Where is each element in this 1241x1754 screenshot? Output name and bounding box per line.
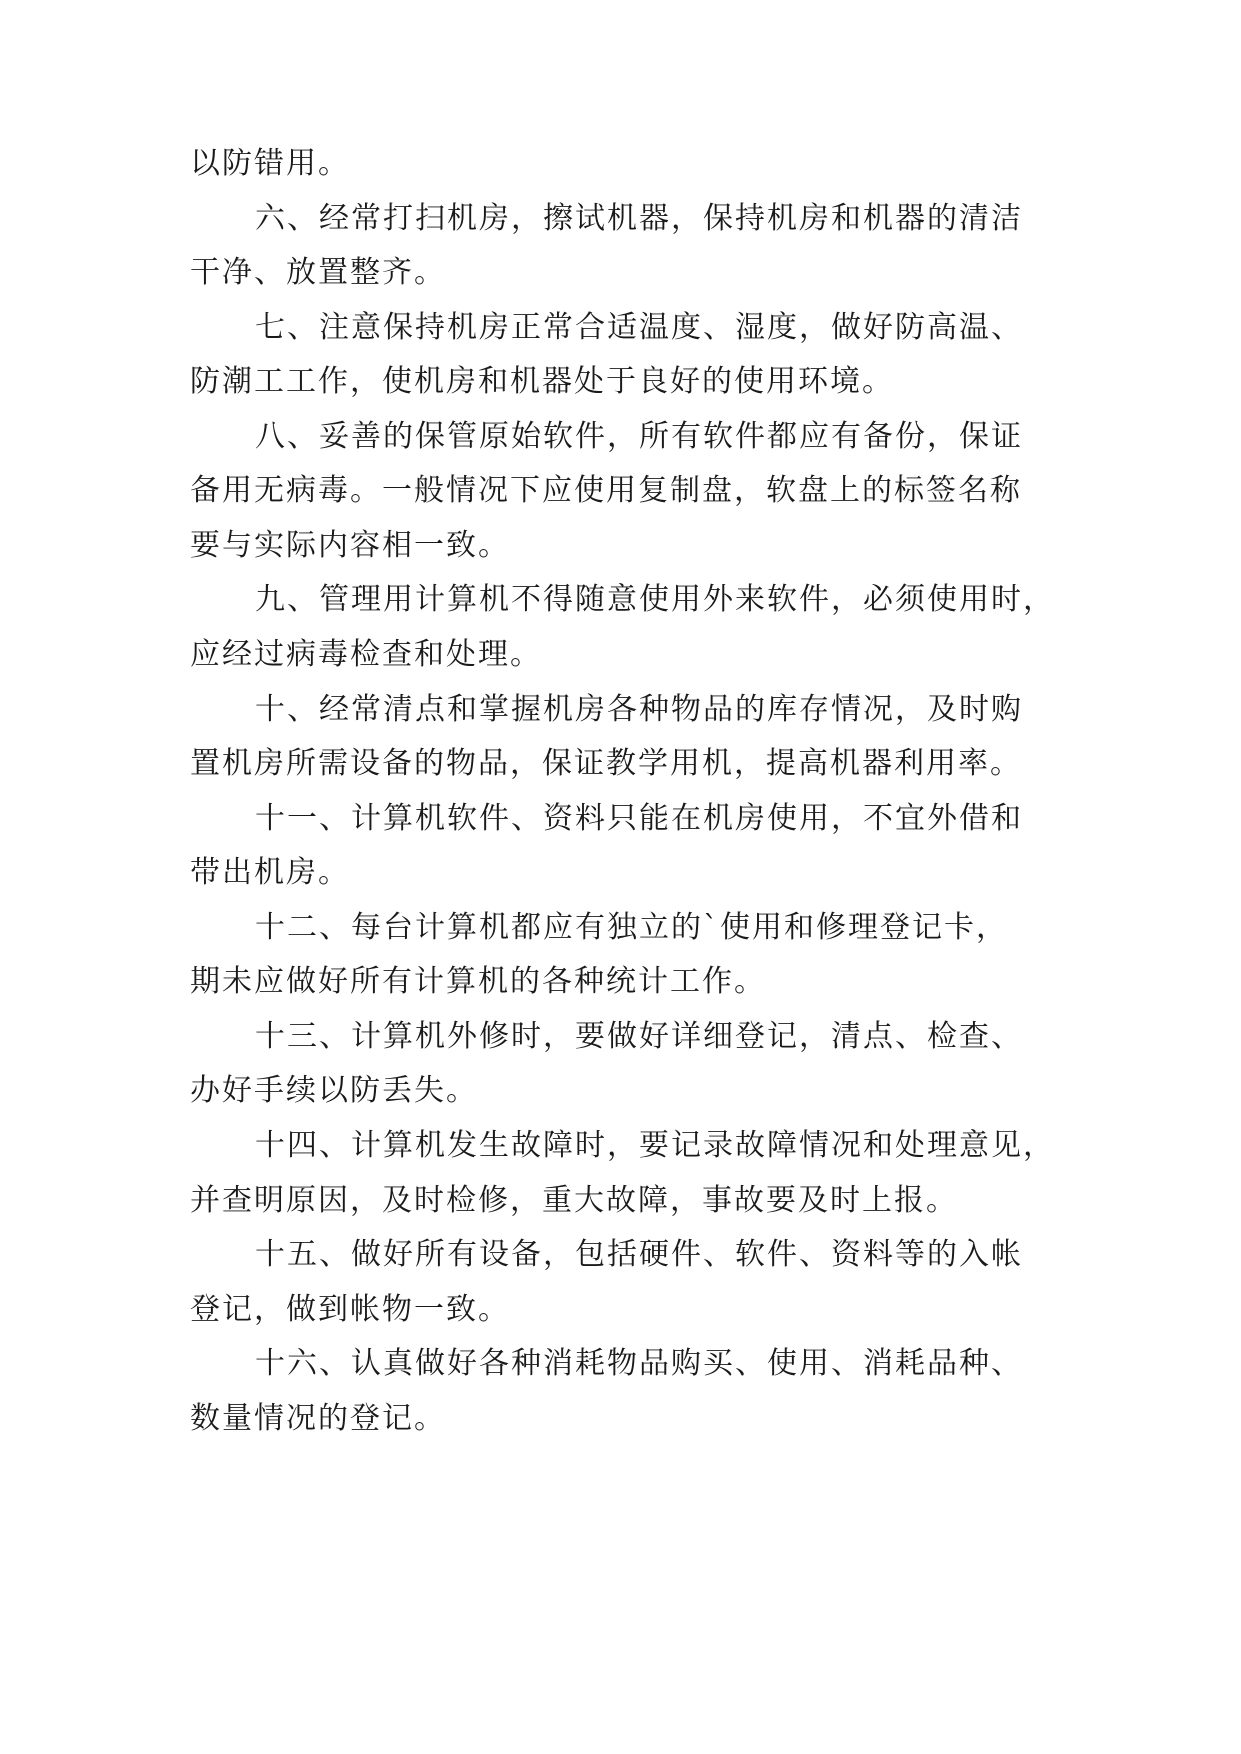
text-line: 登记，做到帐物一致。 [190,1292,510,1327]
paragraph-14-line: 十四、计算机发生故障时，要记录故障情况和处理意见， [255,1128,1055,1163]
text-line: 备用无病毒。一般情况下应使用复制盘，软盘上的标签名称 [190,473,1022,508]
paragraph-8-line: 八、妥善的保管原始软件，所有软件都应有备份，保证 [255,419,1023,454]
text-line: 数量情况的登记。 [190,1401,446,1436]
paragraph-7-line: 七、注意保持机房正常合适温度、湿度，做好防高温、 [255,310,1023,345]
text-line: 期未应做好所有计算机的各种统计工作。 [190,964,766,999]
paragraph-15-line: 十五、做好所有设备，包括硬件、软件、资料等的入帐 [255,1237,1023,1272]
text-line: 干净、放置整齐。 [190,255,446,290]
text-line: 办好手续以防丢失。 [190,1073,478,1108]
text-line: 要与实际内容相一致。 [190,528,510,563]
text-line: 防潮工工作，使机房和机器处于良好的使用环境。 [190,364,894,399]
paragraph-10-line: 十、经常清点和掌握机房各种物品的库存情况，及时购 [255,692,1023,727]
paragraph-12-line: 十二、每台计算机都应有独立的`使用和修理登记卡， [255,910,1008,945]
text-line: 以防错用。 [190,146,350,181]
text-line: 置机房所需设备的物品，保证教学用机，提高机器利用率。 [190,746,1022,781]
paragraph-11-line: 十一、计算机软件、资料只能在机房使用，不宜外借和 [255,801,1023,836]
paragraph-6-line: 六、经常打扫机房，擦试机器，保持机房和机器的清洁 [255,201,1023,236]
paragraph-16-line: 十六、认真做好各种消耗物品购买、使用、消耗品种、 [255,1346,1023,1381]
text-line: 带出机房。 [190,855,350,890]
paragraph-13-line: 十三、计算机外修时，要做好详细登记，清点、检查、 [255,1019,1023,1054]
text-line: 并查明原因，及时检修，重大故障，事故要及时上报。 [190,1183,958,1218]
text-line: 应经过病毒检查和处理。 [190,637,542,672]
paragraph-9-line: 九、管理用计算机不得随意使用外来软件，必须使用时， [255,582,1055,617]
